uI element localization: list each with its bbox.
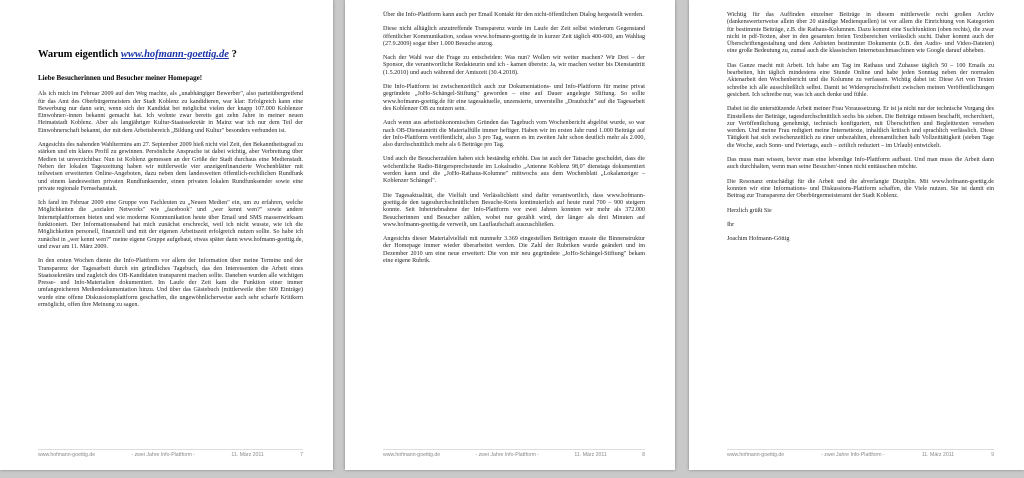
- paragraph: Angesichts des nahenden Wahltermins am 27. September 2009 hieß nicht viel Zeit, den Bekanntheitsgrad zu stärken und ein klares Profil zu gewinnen. Persönliche Ansprache ist dabei wichtig, aber Verbreitung über Medien ist unverzichtbar. Nun ist Koblenz gemessen an der Größe der Stadt durchaus eine Medienstadt. Neben der lokalen Tageszeitung haben wir mittlerweile vier anzeigenfinanzierte Wochenblätter mit teilweisen erweiterten Online-Angeboten, dazu neben dem landesweiten öffentlich-rechtlichen Rundfunk und einem landesweiten privaten Rundfunksender, einen privaten lokalen Rundfunksender sowie eine private regionale Fernsehanstalt.: [38, 142, 303, 192]
- closing: Ihr: [727, 221, 735, 228]
- footer-page-number: 8: [642, 452, 645, 458]
- footer-title: - zwei Jahre Info-Plattform -: [131, 452, 196, 458]
- document-page-1: [0, 0, 333, 470]
- greeting: Liebe Besucherinnen und Besucher meiner Homepage!: [38, 74, 203, 82]
- paragraph: Wichtig für das Auffinden einzelner Beiträge in diesem mittlerweile recht großen Archiv (dankenswerterweise allein über 20 ständige Medienquellen) ist vor allem die Einrichtung von Kategorien für bestimmte Beiträge, z.B. die Rathaus-Kolumnen. Dazu kommt eine Suchfunktion (oben rechts), die zwar nicht in pdf-Texten, aber in den gesamten freien Textbereichen verlässlich sucht. Daher kommt auch der Überschriftengestaltung und dem Anbieten bestimmter Dokumente (z.B. den Audio- und Video-Dateien) eine große Bedeutung zu, zumal auch die klassischen Internetsuchmaschinen wie Google darauf abheben.: [727, 12, 994, 55]
- paragraph: Die Resonanz entschädigt für die Arbeit und die abverlangte Disziplin. Mit www.hofmann-goettig.de konnten wir eine Informations- und Diskussions-Plattform schaffen, die Viele nutzen. Sie ist damit ein Beitrag zur Transparenz der Oberbürgermeisteramt der Stadt Koblenz.: [727, 178, 994, 200]
- title-text: Warum eigentlich: [38, 49, 119, 60]
- page-footer: [38, 449, 303, 458]
- footer-date: 11. März 2011: [574, 452, 607, 458]
- footer-page-number: 9: [991, 452, 994, 458]
- footer-date: 11. März 2011: [231, 452, 264, 458]
- footer-page-number: 7: [300, 452, 303, 458]
- document-page-2: [345, 0, 675, 470]
- paragraph: Ich fand im Februar 2009 eine Gruppe von Fachleuten zu „Neuen Medien" ein, um zu erfahren, welche Möglichkeiten die „sozialen Networks" wie „facebook" und „wer kennt wen?" sowie andere Internetplattformen bieten und wie moderne Kommunikation heute über Email und SMS massenwirksam funktioniert. Der Informationsabend hat mich zunächst erschreckt, weil ich nicht wusste, wie ich die Möglichkeiten personell, finanziell und mit der eigenen Arbeitszeit erfolgreich nutzen sollte. So habe ich zunächst in „wer kennt wen?" meine eigene Gruppe aufgebaut, etwas später dann www.hofmann-goettig.de, und zwar am 11. März 2009.: [38, 200, 303, 250]
- paragraph: Das muss man wissen, bevor man eine lebendige Info-Plattform aufbaut. Und man muss die Arbeit dann auch durchhalten, wenn man seine Besucher/-innen nicht enttäuschen möchte.: [727, 157, 994, 171]
- closing: Herzlich grüßt Sie: [727, 207, 772, 214]
- paragraph: Auch wenn aus arbeitsökonomischen Gründen das Tagebuch vom Wochenbericht abgelöst wurde, so war nach OB-Dienstantritt die Materialfülle immer heftiger. Haben wir im ersten Jahr rund 1.000 Beiträge auf der Info-Plattform veröffentlicht, also 3 pro Tag, waren es im zweiten Jahr schon deutlich mehr als 2.000, also durchschnittlich mehr als 6 Beiträge pro Tag.: [383, 120, 645, 149]
- paragraph: Nach der Wahl war die Frage zu entscheiden: Was nun? Wollen wir weiter machen? Wir Drei – der Sponsor, die verantwortliche Redakteurin und ich - kamen überein: Ja, wir machen weiter bis Dienstantritt (1.5.2010) und auch während der Amtszeit (30.4.2018).: [383, 55, 645, 76]
- paragraph: Die Tagesaktualität, die Vielfalt und Verlässlichkeit sind dafür verantwortlich, dass www.hofmann-goettig.de den tagesdurchschnittlichen Besuche-Kreis kontinuierlich auf heute rund 700 – 900 steigern konnte. Seit Inbetriebnahme der Info-Plattform vor zwei Jahren konnten wir mehr als 372.000 Besucherinnen und Besucher zählen, wobei nur gezählt wird, der länger als drei Minuten auf www.hofmann-goettig.de verweilt, um Lauflaufschaft auszuschließen.: [383, 192, 645, 228]
- page-footer: [727, 449, 994, 458]
- signature-name: Joachim Hofmann-Göttig: [727, 236, 790, 243]
- page-2-content: [383, 12, 645, 272]
- title-link[interactable]: www.hofmann-goettig.de: [120, 49, 229, 60]
- paragraph: Über die Info-Plattform kann auch per Email Kontakt für den nicht-öffentlichen Dialog hergestellt werden.: [383, 12, 644, 18]
- paragraph: Dabei ist die unterstützende Arbeit meiner Frau Voraussetzung. Er ist ja nicht nur der technische Vorgang des Einstellens der Beiträge, tagesdurchschnittlich sechs bis sieben. Die Beiträge müssen beschafft, recherchiert, zur Veröffentlichung genehmigt, technisch konfiguriert, mit Überschriften und Begleittexten versehen werden. Und meine Frau redigiert meine Internettexte, inhaltlich kritisch und sprachlich verlässlich. Diese Tätigkeit hat sich zwischenzeitlich zu einer unbezahlten, ehrenamtlichen halb Vollzeittätigkeit (sieben Tage die Woche, auch Sonn- und Feiertags, auch – zeitlich reduziert – im Urlaub) entwickelt.: [727, 106, 994, 149]
- page-footer: [383, 449, 645, 458]
- footer-title: - zwei Jahre Info-Plattform -: [821, 452, 885, 458]
- footer-url: www.hofmann-goettig.de: [727, 452, 785, 458]
- paragraph: Als ich mich im Februar 2009 auf den Weg machte, als „unabhängiger Bewerber", also parteiübergreifend für das Amt des Oberbürgermeisters der Stadt Koblenz zu kandidieren, war klar: Erfolgreich kann eine Bewerbung nur dann sein, wenn sich der Kandidat bei möglichst vielen der knapp 107.000 Koblenzer Einwohner/-innen bekannt gemacht hat. Ich wohnte zwar bereits gut zehn Jahre in meiner neuen Heimatstadt Koblenz. Aber als langjähriger Kultur-Staatssekretär in Mainz war ich nur dem Teil der Einwohnerschaft bekannt, der mit dem Arbeitsbereich „Bildung und Kultur" besonders verbunden ist.: [38, 91, 303, 134]
- footer-date: 11. März 2011: [921, 452, 955, 458]
- footer-url: www.hofmann-goettig.de: [383, 452, 441, 458]
- document-page-3: [689, 0, 1024, 470]
- page-1-content: [38, 48, 303, 316]
- paragraph: In den ersten Wochen diente die Info-Plattform vor allem der Information über meine Termine und der Transparenz der Tagesarbeit durch ein gründliches Tagebuch, das den Interessenten die Arbeit eines Staatssekretärs und zugleich des OB-Kandidaten transparent machen sollte. Daneben wurden alle wichtigen Presse- und Info-Materialien dokumentiert. Im Laufe der Zeit kam die Funktion einer immer umfangreicheren Mediendokumentation hinzu. Und über das Gästebuch (mittlerweile über 600 Einträge) wurde eine offene Diskussionsplattform geschaffen, die ungewöhnlicherweise auch sehr scharfe Kritikern ermöglicht, offen ihre Meinung zu sagen.: [38, 258, 303, 309]
- footer-url: www.hofmann-goettig.de: [38, 452, 96, 458]
- document-title: [38, 48, 303, 61]
- paragraph: Das Ganze macht mit Arbeit. Ich habe am Tag im Rathaus und Zuhause täglich 50 – 100 Emails zu bearbeiten, hin täglich mindestens eine Stunde Online und habe jeden Sonntag neben der normalen Aktenarbeit den Wochenbericht und die Kolumne zu verfassen. Wichtig dabei ist: Diese Art von Texten schreibe ich alle ausschließlich selbst. Damit ist Widerspruchsfreiheit zwischen meinen Veröffentlichungen gesichert. Ich schreibe nur, was ich auch denke und fühle.: [727, 62, 994, 98]
- footer-title: - zwei Jahre Info-Plattform -: [475, 452, 540, 458]
- paragraph: Diese nicht alltäglich anzutreffende Transparenz wurde im Laufe der Zeit selbst wiederum Gegenstand öffentlicher Kommunikation, sodass www.hofmann-goettig.de in kurzer Zeit täglich 400-600, am Wahltag (27.9.2009) sogar über 1.000 Besuche anzog.: [383, 26, 645, 47]
- title-suffix: ?: [228, 49, 237, 60]
- paragraph: Und auch die Besucherzahlen haben sich beständig erhöht. Das ist auch der Tatsache geschuldet, dass die wöchentliche Radio-Bürgersprechstunde im Lokalradio „Antenne Koblenz 98,0" dienstags dokumentiert werden kann und die „JoHo-Rathaus-Kolumne" mittwochs aus dem Wochenblatt „Lokalanzeiger – Koblenzer Schängel".: [383, 156, 645, 185]
- paragraph: Angesichts dieser Materialvielfalt mit nunmehr 3.369 eingestellten Beiträgen musste die Binnenstruktur der Homepage immer wieder überarbeitet werden. Die Zahl der Rubriken wurde geändert und im Dezember 2010 um eine neue erweitert: Die von mir neu gegründete „JoHo-Schängel-Stiftung" bekam eine eigene Rubrik.: [383, 236, 645, 265]
- paragraph: Die Info-Plattform ist zwischenzeitlich auch zur Dokumentations- und Info-Plattform für meine privat gegründete „JoHo-Schängel-Stiftung" geworden – eine auf Dauer angelegte Stiftung. So sollte www.hofmann-goettig.de für eine tagesaktuelle, unzensierte, unverstellte „Draufsicht" auf die Tagesarbeit des Koblenzer OB zu nutzen sein.: [383, 84, 645, 112]
- page-3-content: [727, 12, 994, 250]
